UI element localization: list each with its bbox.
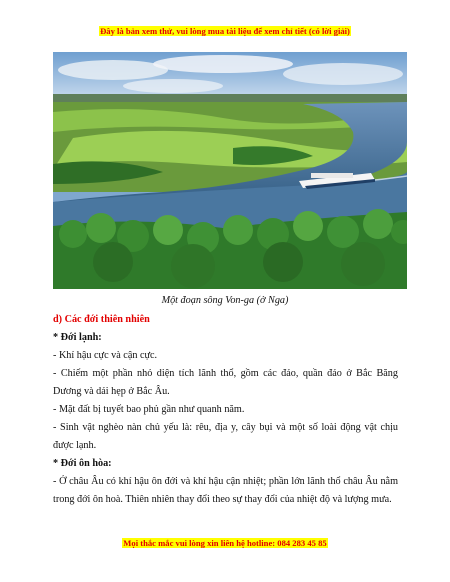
block-heading-cold-zone: * Đới lạnh:: [53, 332, 102, 343]
volga-river-photo: [53, 52, 407, 289]
footer-notice-text: Mọi thắc mắc vui lòng xin liên hệ hotline: 084 283 45 85: [123, 538, 327, 548]
section-title: d) Các đới thiên nhiên: [53, 314, 150, 325]
list-item: - Mặt đất bị tuyết bao phủ gần như quanh năm.: [53, 404, 245, 415]
header-notice-text: Đây là bản xem thử, vui lòng mua tài liệu để xem chỉ tiết (có lời giải): [100, 26, 350, 36]
list-item: - Sinh vật nghèo nàn chủ yếu là: rêu, địa y, cây bụi và một số loài động vật chịu được lạnh.: [53, 422, 398, 451]
list-item: - Chiếm một phần nhỏ diện tích lãnh thổ, gồm các đảo, quần đảo ở Bắc Băng Dương và dải hẹp ở Bắc Âu.: [53, 368, 398, 397]
list-item: - Khí hậu cực và cận cực.: [53, 350, 158, 361]
document-body: [53, 311, 398, 509]
header-notice: [0, 26, 450, 37]
footer-notice: [0, 538, 450, 549]
block-heading-temperate-zone: * Đới ôn hòa:: [53, 458, 112, 469]
list-item: - Ở châu Âu có khí hậu ôn đới và khí hậu cận nhiệt; phần lớn lãnh thổ châu Âu nằm trong đới ôn hoà. Thiên nhiên thay đổi theo sự thay đổi của nhiệt độ và lượng mưa.: [53, 476, 398, 505]
river-landscape-illustration: [53, 52, 407, 289]
figure-caption: Một đoạn sông Von-ga (ở Nga): [161, 295, 289, 306]
